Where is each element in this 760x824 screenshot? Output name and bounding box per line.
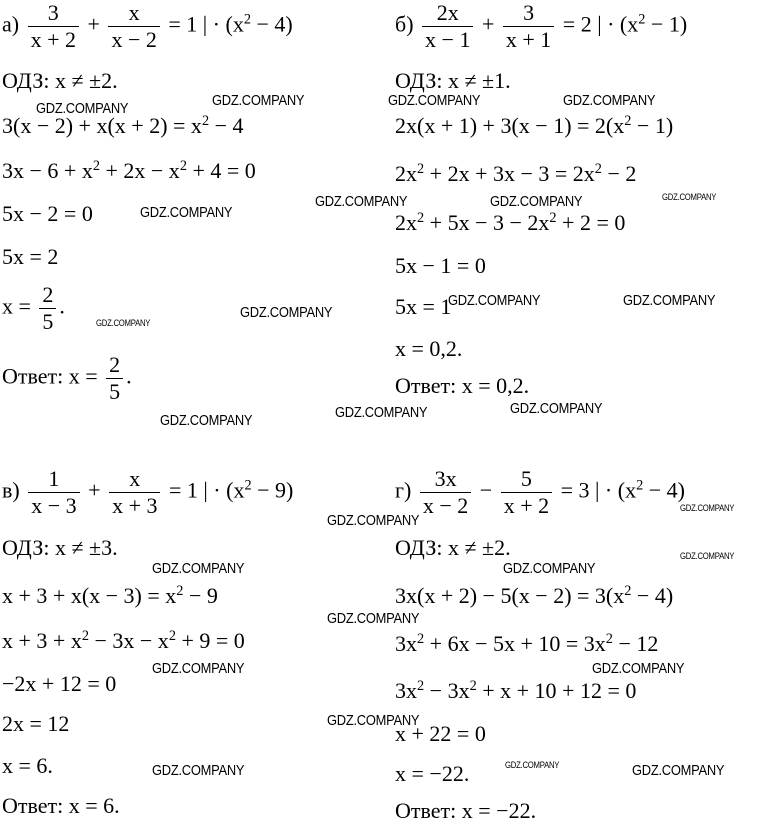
multiplier: = 2 | · (x: [562, 11, 639, 37]
fraction: [39, 284, 56, 333]
step-text: + 5x − 3 − 2x: [424, 210, 550, 235]
problem-a-solution: [2, 284, 65, 333]
exponent: 2: [624, 113, 632, 130]
problem-g-step: [395, 633, 658, 655]
numerator: 5: [520, 466, 532, 491]
exponent: 2: [179, 158, 187, 175]
answer-text: Ответ: x = −22.: [395, 798, 537, 823]
problem-v-step: [2, 713, 69, 735]
step-text: − 4: [209, 113, 244, 138]
exponent: 2: [243, 11, 251, 28]
step-text: − 2: [601, 161, 637, 186]
fraction: [501, 468, 552, 517]
denominator: x + 1: [503, 26, 554, 51]
fraction: [420, 468, 471, 517]
step-text: 5x − 1 = 0: [395, 253, 486, 278]
watermark: GDZ.COMPANY: [592, 660, 685, 677]
watermark: GDZ.COMPANY: [152, 660, 245, 677]
operator: +: [481, 11, 495, 37]
multiplier: = 1 | · (x: [168, 11, 244, 37]
watermark: GDZ.COMPANY: [662, 192, 717, 202]
denominator: x − 1: [422, 26, 473, 51]
exponent: 2: [624, 583, 632, 600]
fraction: [106, 354, 123, 403]
fraction: [108, 2, 159, 51]
exponent: 2: [605, 631, 613, 648]
denominator: 5: [39, 308, 56, 333]
numerator: 2: [109, 352, 121, 377]
step-text: x = −22.: [395, 761, 470, 786]
multiplier-end: − 1): [645, 11, 688, 37]
fraction: [109, 468, 160, 517]
step-text: 5x = 1: [395, 294, 452, 319]
problem-b-step: [395, 255, 486, 277]
watermark: GDZ.COMPANY: [140, 204, 233, 221]
problem-v-step: [2, 630, 245, 652]
watermark: GDZ.COMPANY: [96, 318, 151, 328]
exponent: 2: [469, 678, 477, 695]
exponent: 2: [636, 477, 644, 494]
watermark: GDZ.COMPANY: [680, 551, 735, 561]
step-text: x = 6.: [2, 753, 53, 778]
label-g: г): [395, 477, 412, 503]
problem-v-solution: [2, 755, 53, 777]
watermark: GDZ.COMPANY: [327, 712, 420, 729]
fraction: [422, 2, 473, 51]
label-b: б): [395, 11, 414, 37]
multiplier-end: − 4): [643, 477, 685, 503]
step-text: − 9: [183, 583, 218, 608]
watermark: GDZ.COMPANY: [632, 762, 725, 779]
exponent: 2: [417, 631, 425, 648]
numerator: 2: [42, 282, 54, 307]
step-text: + x + 10 + 12 = 0: [476, 678, 637, 703]
watermark: GDZ.COMPANY: [490, 193, 583, 210]
watermark: GDZ.COMPANY: [388, 92, 481, 109]
answer-text: Ответ: x = 0,2.: [395, 373, 530, 398]
problem-g-equation: [395, 468, 685, 517]
watermark: GDZ.COMPANY: [212, 92, 305, 109]
denominator: x + 2: [28, 26, 79, 51]
exponent: 2: [417, 210, 425, 227]
fraction: [28, 468, 79, 517]
operator: −: [479, 477, 493, 503]
problem-g-step: [395, 680, 636, 702]
exponent: 2: [81, 628, 89, 645]
watermark: GDZ.COMPANY: [315, 193, 408, 210]
exponent: 2: [417, 161, 425, 178]
step-text: 5x = 2: [2, 244, 59, 269]
numerator: 3: [523, 0, 535, 25]
watermark: GDZ.COMPANY: [335, 404, 428, 421]
multiplier: = 3 | · (x: [560, 477, 637, 503]
numerator: x: [128, 0, 140, 25]
multiplier: = 1 | · (x: [168, 477, 245, 503]
step-text: 2x: [395, 210, 417, 235]
problem-a-answer: [2, 354, 132, 403]
operator: +: [87, 11, 100, 37]
watermark: GDZ.COMPANY: [240, 304, 333, 321]
step-text: x + 22 = 0: [395, 721, 486, 746]
problem-a-odz: [2, 70, 118, 92]
problem-b-step: [395, 115, 673, 137]
problem-b-step: [395, 163, 636, 185]
denominator: x − 3: [28, 492, 79, 517]
watermark: GDZ.COMPANY: [160, 412, 253, 429]
exponent: 2: [176, 583, 184, 600]
watermark: GDZ.COMPANY: [36, 100, 129, 117]
problem-g-step: [395, 585, 673, 607]
denominator: x + 3: [109, 492, 160, 517]
label-a: а): [2, 11, 20, 37]
problem-v-odz: [2, 537, 118, 559]
answer-text: Ответ: x = 6.: [2, 793, 120, 818]
watermark: GDZ.COMPANY: [505, 760, 560, 770]
denominator: x − 2: [108, 26, 159, 51]
step-text: − 4): [631, 583, 674, 608]
step-text: 3(x − 2) + x(x + 2) = x: [2, 113, 202, 138]
step-text: 3x − 6 + x: [2, 158, 93, 183]
problem-a-step: [2, 203, 93, 225]
watermark: GDZ.COMPANY: [503, 560, 596, 577]
step-text: x + 3 + x: [2, 628, 82, 653]
watermark: GDZ.COMPANY: [152, 762, 245, 779]
odz-text: ОДЗ: x ≠ ±1.: [395, 68, 511, 93]
step-text: 2x = 12: [2, 711, 70, 736]
label-v: в): [2, 477, 20, 503]
odz-text: ОДЗ: x ≠ ±3.: [2, 535, 118, 560]
step-text: + 2x + 3x − 3 = 2x: [424, 161, 595, 186]
step-text: x = 0,2.: [395, 336, 463, 361]
exponent: 2: [594, 161, 602, 178]
problem-g-odz: [395, 537, 511, 559]
numerator: 1: [48, 466, 60, 491]
exponent: 2: [168, 628, 176, 645]
watermark: GDZ.COMPANY: [327, 512, 420, 529]
step-text: + 9 = 0: [175, 628, 245, 653]
step-text: + 2 = 0: [556, 210, 626, 235]
problem-b-odz: [395, 70, 511, 92]
watermark: GDZ.COMPANY: [448, 292, 541, 309]
step-text: − 3x: [424, 678, 470, 703]
step-text: 2x: [395, 161, 417, 186]
step-text: + 2x − x: [99, 158, 180, 183]
denominator: 5: [106, 378, 123, 403]
problem-a-step: [2, 115, 244, 137]
watermark: GDZ.COMPANY: [327, 610, 420, 627]
step-text: − 3x − x: [88, 628, 169, 653]
exponent: 2: [417, 678, 425, 695]
problem-v-step: [2, 673, 116, 695]
exponent: 2: [201, 113, 210, 130]
fraction: [503, 2, 554, 51]
numerator: x: [129, 466, 141, 491]
problem-b-step: [395, 212, 625, 234]
exponent: 2: [92, 158, 100, 175]
step-text: 3x: [395, 631, 417, 656]
watermark: GDZ.COMPANY: [563, 92, 656, 109]
step-text: 5x − 2 = 0: [2, 201, 93, 226]
denominator: x + 2: [501, 492, 552, 517]
exponent: 2: [244, 477, 252, 494]
problem-b-step: [395, 296, 451, 318]
odz-text: ОДЗ: x ≠ ±2.: [2, 68, 118, 93]
exponent: 2: [638, 11, 646, 28]
problem-b-equation: [395, 2, 687, 51]
odz-text: ОДЗ: x ≠ ±2.: [395, 535, 511, 560]
period: .: [59, 293, 65, 319]
problem-g-solution: [395, 763, 469, 785]
exponent: 2: [549, 210, 557, 227]
problem-a-step: [2, 246, 58, 268]
problem-v-equation: [2, 468, 293, 517]
problem-a-step: [2, 160, 256, 182]
numerator: 2x: [436, 0, 459, 25]
answer-label: Ответ: x =: [2, 363, 98, 389]
numerator: 3: [47, 0, 59, 25]
step-text: − 12: [612, 631, 659, 656]
watermark: GDZ.COMPANY: [510, 400, 603, 417]
denominator: x − 2: [420, 492, 471, 517]
step-text: − 1): [631, 113, 674, 138]
fraction: [28, 2, 79, 51]
step-text: −2x + 12 = 0: [2, 671, 117, 696]
numerator: 3x: [434, 466, 457, 491]
problem-v-answer: [2, 795, 120, 817]
step-text: 3x: [395, 678, 417, 703]
watermark: GDZ.COMPANY: [152, 560, 245, 577]
step-text: x =: [2, 293, 31, 319]
problem-b-answer: [395, 375, 529, 397]
step-text: + 6x − 5x + 10 = 3x: [424, 631, 606, 656]
operator: +: [88, 477, 101, 503]
watermark: GDZ.COMPANY: [680, 503, 735, 513]
step-text: + 4 = 0: [186, 158, 256, 183]
period: .: [126, 363, 132, 389]
step-text: x + 3 + x(x − 3) = x: [2, 583, 177, 608]
multiplier-end: − 4): [250, 11, 293, 37]
problem-g-answer: [395, 800, 536, 822]
problem-a-equation: [2, 2, 293, 51]
multiplier-end: − 9): [251, 477, 294, 503]
step-text: 2x(x + 1) + 3(x − 1) = 2(x: [395, 113, 625, 138]
watermark: GDZ.COMPANY: [623, 292, 716, 309]
problem-b-solution: [395, 338, 462, 360]
step-text: 3x(x + 2) − 5(x − 2) = 3(x: [395, 583, 625, 608]
problem-v-step: [2, 585, 218, 607]
